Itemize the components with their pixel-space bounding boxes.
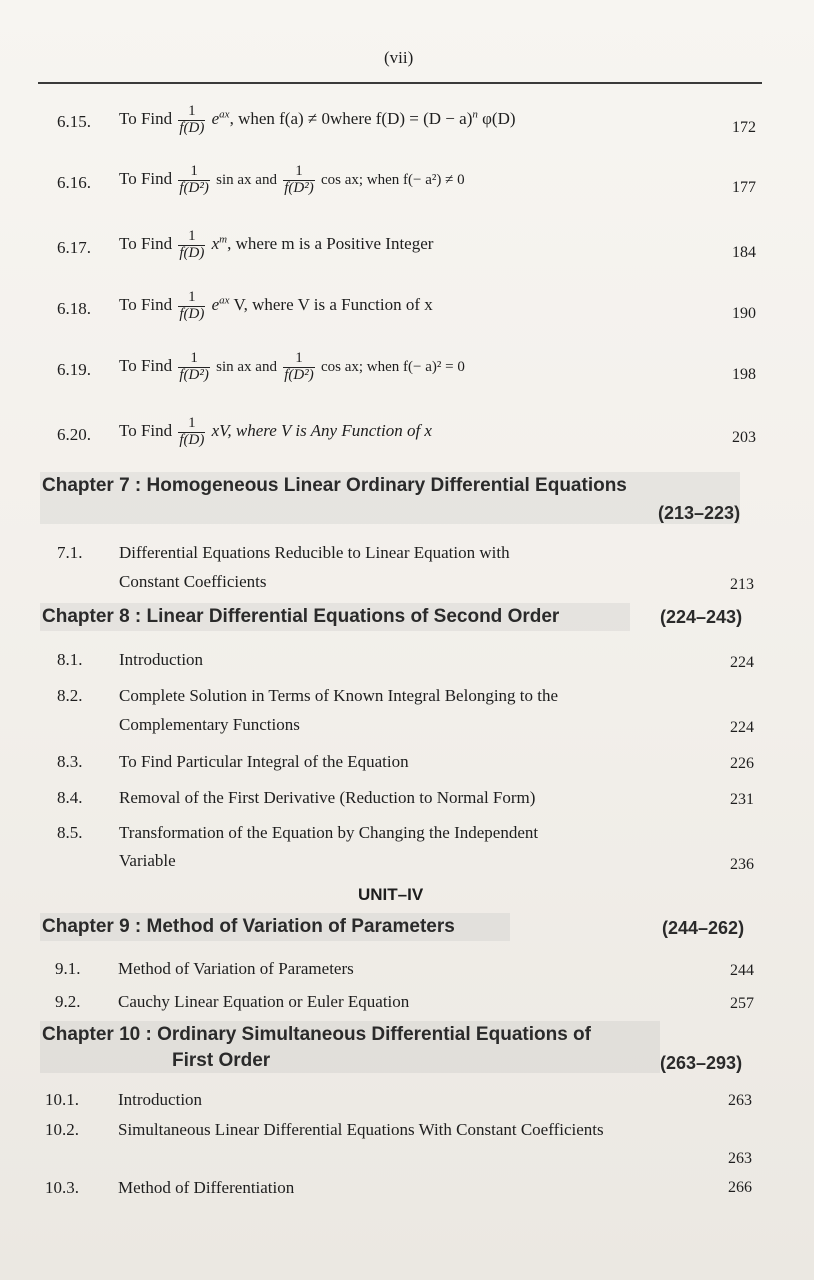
entry-page: 203: [732, 429, 756, 446]
chapter-10-title-line2: First Order: [172, 1050, 271, 1071]
fraction: $\frac{1}{\text{f(D²)}}$: [284, 163, 314, 196]
entry-number: 9.2.: [55, 992, 81, 1011]
entry-number: 8.3.: [57, 752, 83, 771]
entry-title: Method of Variation of Parameters: [118, 959, 354, 978]
entry-title: To Find $\frac{1}{f(D)}$ $e^{ax}$ V, where V is a Function of x: [119, 289, 433, 322]
entry-page: 224: [730, 719, 754, 736]
entry-title: Introduction: [118, 1090, 203, 1109]
entry-number: 6.20.: [57, 425, 91, 444]
entry-prefix: To Find: [119, 109, 173, 129]
entry-number: 8.1.: [57, 650, 83, 669]
entry-page: 198: [732, 366, 756, 383]
page-number: (vii): [384, 48, 414, 67]
entry-page: 236: [730, 856, 754, 873]
entry-number: 9.1.: [55, 959, 81, 978]
chapter-7-range: (213–223): [658, 503, 741, 523]
fraction: $\frac{1}{f(D)}$: [179, 228, 205, 261]
entry-title: To Find $\frac{1}{f(D)}$ $x^m$, where m is a Positive Integer: [119, 228, 434, 261]
entry-page: 213: [730, 576, 754, 593]
entry-title-line2: Constant Coefficients: [119, 572, 267, 591]
entry-title: Complete Solution in Terms of Known Integral Belonging to the: [119, 686, 559, 705]
chapter-7-title: Chapter 7 : Homogeneous Linear Ordinary Differential Equations: [42, 475, 627, 496]
entry-title: To Find $\frac{1}{\text{f(D²)}}$ sin ax and $\frac{1}{\text{f(D²)}}$ cos ax; when f(− a)² = 0: [119, 350, 465, 383]
entry-page: 224: [730, 654, 754, 671]
entry-number: 10.1.: [45, 1090, 79, 1109]
entry-page: 263: [728, 1092, 752, 1109]
entry-number: 8.2.: [57, 686, 83, 705]
entry-title: To Find $\frac{1}{f(D)}$ $e^{ax}$, when f(a) ≠ 0where $f(D) = (D - a)^n$ φ(D): [119, 103, 516, 136]
chapter-10-range: (263–293): [660, 1053, 743, 1073]
chapter-8-range: (224–243): [660, 607, 743, 627]
entry-number: 6.17.: [57, 238, 91, 257]
entry-page: 190: [732, 305, 756, 322]
fraction: $\frac{1}{f(D)}$: [179, 289, 205, 322]
entry-title: Removal of the First Derivative (Reduction to Normal Form): [119, 788, 536, 807]
entry-title: Cauchy Linear Equation or Euler Equation: [118, 992, 410, 1011]
entry-number: 8.5.: [57, 823, 83, 842]
entry-page: 244: [730, 962, 754, 979]
entry-number: 6.15.: [57, 112, 91, 131]
entry-title: To Find $\frac{1}{f(D)}$ xV, where V is Any Function of x: [119, 415, 432, 448]
entry-title-line2: Variable: [119, 851, 176, 870]
entry-number: 8.4.: [57, 788, 83, 807]
chapter-10-title: Chapter 10 : Ordinary Simultaneous Differential Equations of: [42, 1024, 591, 1045]
entry-page: 257: [730, 995, 754, 1012]
fraction: $\frac{1}{\text{f(D²)}}$: [284, 350, 314, 383]
entry-title: Method of Differentiation: [118, 1178, 295, 1197]
unit-heading: UNIT–IV: [358, 885, 424, 904]
chapter-9-title: Chapter 9 : Method of Variation of Parameters: [42, 916, 455, 937]
fraction: $\frac{1}{f(D)}$: [179, 103, 205, 136]
entry-title: To Find Particular Integral of the Equation: [119, 752, 409, 771]
entry-page: 226: [730, 755, 754, 772]
entry-page: 177: [732, 179, 756, 196]
chapter-8-title: Chapter 8 : Linear Differential Equations of Second Order: [42, 606, 560, 627]
entry-number: 6.16.: [57, 173, 91, 192]
entry-title: Introduction: [119, 650, 204, 669]
header-rule: [38, 82, 762, 84]
entry-number: 6.19.: [57, 360, 91, 379]
entry-title: Simultaneous Linear Differential Equations With Constant Coefficients: [118, 1120, 604, 1139]
entry-number: 7.1.: [57, 543, 83, 562]
entry-page: 266: [728, 1179, 752, 1196]
entry-number: 10.3.: [45, 1178, 79, 1197]
fraction: $\frac{1}{f(D)}$: [179, 415, 205, 448]
entry-title: Differential Equations Reducible to Linear Equation with: [119, 543, 510, 562]
fraction: $\frac{1}{\text{f(D²)}}$: [179, 163, 209, 196]
entry-title: Transformation of the Equation by Changing the Independent: [119, 823, 539, 842]
entry-number: 10.2.: [45, 1120, 79, 1139]
entry-number: 6.18.: [57, 299, 91, 318]
entry-page: 231: [730, 791, 754, 808]
entry-page: 184: [732, 244, 756, 261]
entry-page: 263: [728, 1150, 752, 1167]
chapter-9-range: (244–262): [662, 918, 745, 938]
fraction: $\frac{1}{\text{f(D²)}}$: [179, 350, 209, 383]
entry-title-line2: Complementary Functions: [119, 715, 300, 734]
entry-title: To Find $\frac{1}{\text{f(D²)}}$ sin ax and $\frac{1}{\text{f(D²)}}$ cos ax; when f(− a²) ≠ 0: [119, 163, 465, 196]
entry-page: 172: [732, 119, 756, 136]
